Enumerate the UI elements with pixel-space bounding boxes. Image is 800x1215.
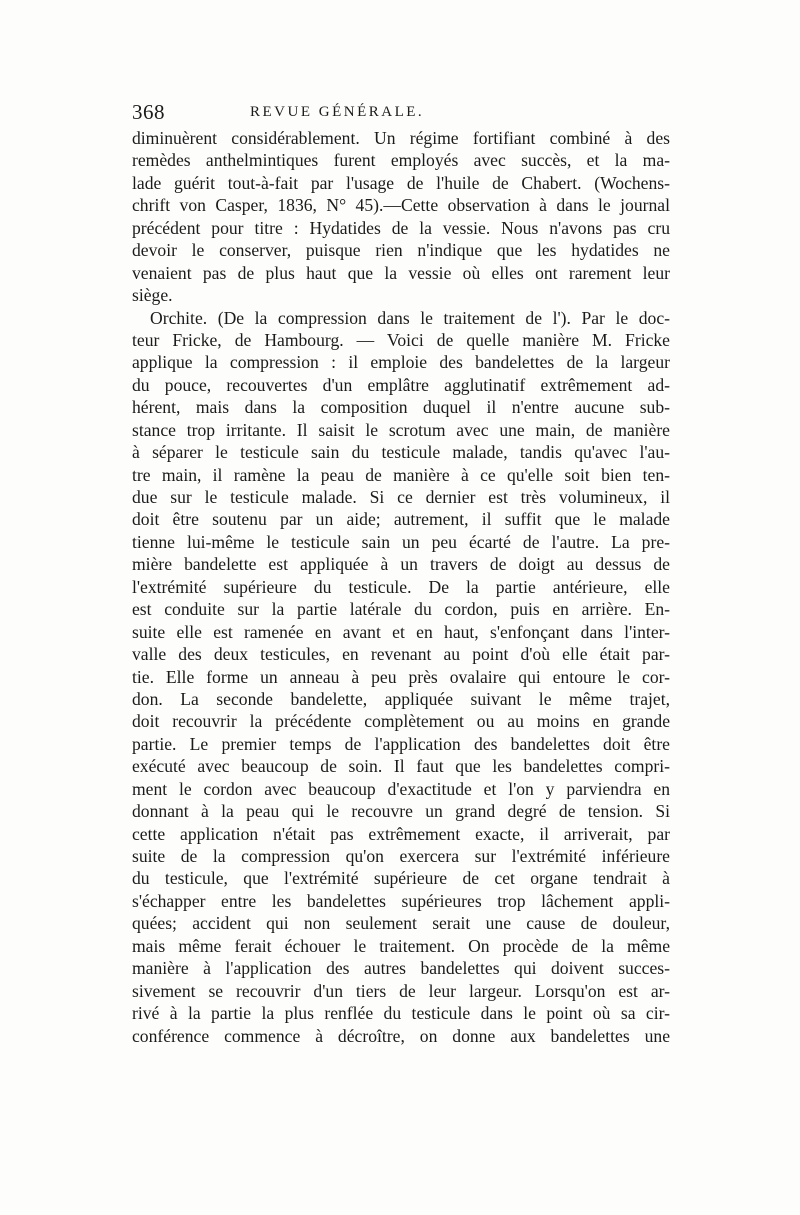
text-line: cette application n'était pas extrêmement exacte, il arriverait, par (132, 823, 670, 844)
text-line: tienne lui-même le testicule sain un peu écarté de l'autre. La pre- (132, 531, 670, 552)
text-line: remèdes anthelmintiques furent employés avec succès, et la ma- (132, 150, 670, 171)
text-line: rivé à la partie la plus renflée du testicule dans le point où sa cir- (132, 1003, 670, 1024)
page-number: 368 (132, 100, 165, 124)
text-line: diminuèrent considérablement. Un régime fortifiant combiné à des (132, 128, 670, 148)
text-line: sivement se recouvrir d'un tiers de leur largeur. Lorsqu'on est ar- (132, 980, 670, 1001)
text-line: chrift von Casper, 1836, N° 45).—Cette observation à dans le journal (132, 195, 670, 216)
text-line: conférence commence à décroître, on donne aux bandelettes une (132, 1025, 670, 1046)
text-line: est conduite sur la partie latérale du cordon, puis en arrière. En- (132, 599, 670, 620)
body-text (132, 127, 670, 1047)
page-header (132, 100, 672, 126)
text-line: doit recouvrir la précédente complètement ou au moins en grande (132, 711, 670, 732)
text-line: suite elle est ramenée en avant et en haut, s'enfonçant dans l'inter- (132, 621, 670, 642)
text-line: stance trop irritante. Il saisit le scrotum avec une main, de manière (132, 419, 670, 440)
text-line: ment le cordon avec beaucoup d'exactitude et l'on y parviendra en (132, 778, 670, 799)
text-line: don. La seconde bandelette, appliquée suivant le même trajet, (132, 688, 670, 709)
text-line: manière à l'application des autres bandelettes qui doivent succes- (132, 958, 670, 979)
text-line: tre main, il ramène la peau de manière à ce qu'elle soit bien ten- (132, 464, 670, 485)
text-line: s'échapper entre les bandelettes supérieures trop lâchement appli- (132, 890, 670, 911)
text-line: devoir le conserver, puisque rien n'indique que les hydatides ne (132, 240, 670, 261)
text-line: hérent, mais dans la composition duquel il n'entre aucune sub- (132, 397, 670, 418)
text-line: du testicule, que l'extrémité supérieure de cet organe tendrait à (132, 868, 670, 889)
text-line: mais même ferait échouer le traitement. On procède de la même (132, 935, 670, 956)
text-line: siège. (132, 285, 173, 306)
text-line: doit être soutenu par un aide; autrement, il suffit que le malade (132, 509, 670, 530)
text-line: partie. Le premier temps de l'application des bandelettes doit être (132, 733, 670, 754)
running-title: REVUE GÉNÉRALE. (250, 104, 425, 120)
text-line: suite de la compression qu'on exercera sur l'extrémité inférieure (132, 846, 670, 866)
text-line: mière bandelette est appliquée à un travers de doigt au dessus de (132, 554, 670, 575)
text-line: lade guérit tout-à-fait par l'usage de l'huile de Chabert. (Wochens- (132, 172, 670, 193)
section-heading-line: Orchite. (De la compression dans le traitement de l'). Par le doc- (150, 307, 670, 328)
text-line: du pouce, recouvertes d'un emplâtre agglutinatif extrêmement ad- (132, 374, 670, 395)
text-line: tie. Elle forme un anneau à peu près ovalaire qui entoure le cor- (132, 666, 670, 687)
text-line: due sur le testicule malade. Si ce dernier est très volumineux, il (132, 487, 670, 507)
text-line: exécuté avec beaucoup de soin. Il faut que les bandelettes compri- (132, 756, 670, 777)
text-line: donnant à la peau qui le recouvre un grand degré de tension. Si (132, 801, 670, 822)
text-line: applique la compression : il emploie des bandelettes de la largeur (132, 352, 670, 373)
text-line: venaient pas de plus haut que la vessie où elles ont rarement leur (132, 262, 670, 283)
text-line: à séparer le testicule sain du testicule malade, tandis qu'avec l'au- (132, 442, 670, 463)
text-line: quées; accident qui non seulement serait une cause de douleur, (132, 913, 670, 934)
text-line: teur Fricke, de Hambourg. — Voici de quelle manière M. Fricke (132, 329, 670, 350)
text-line: précédent pour titre : Hydatides de la vessie. Nous n'avons pas cru (132, 217, 670, 238)
text-line: valle des deux testicules, en revenant au point d'où elle était par- (132, 644, 670, 665)
text-line: l'extrémité supérieure du testicule. De la partie antérieure, elle (132, 576, 670, 597)
